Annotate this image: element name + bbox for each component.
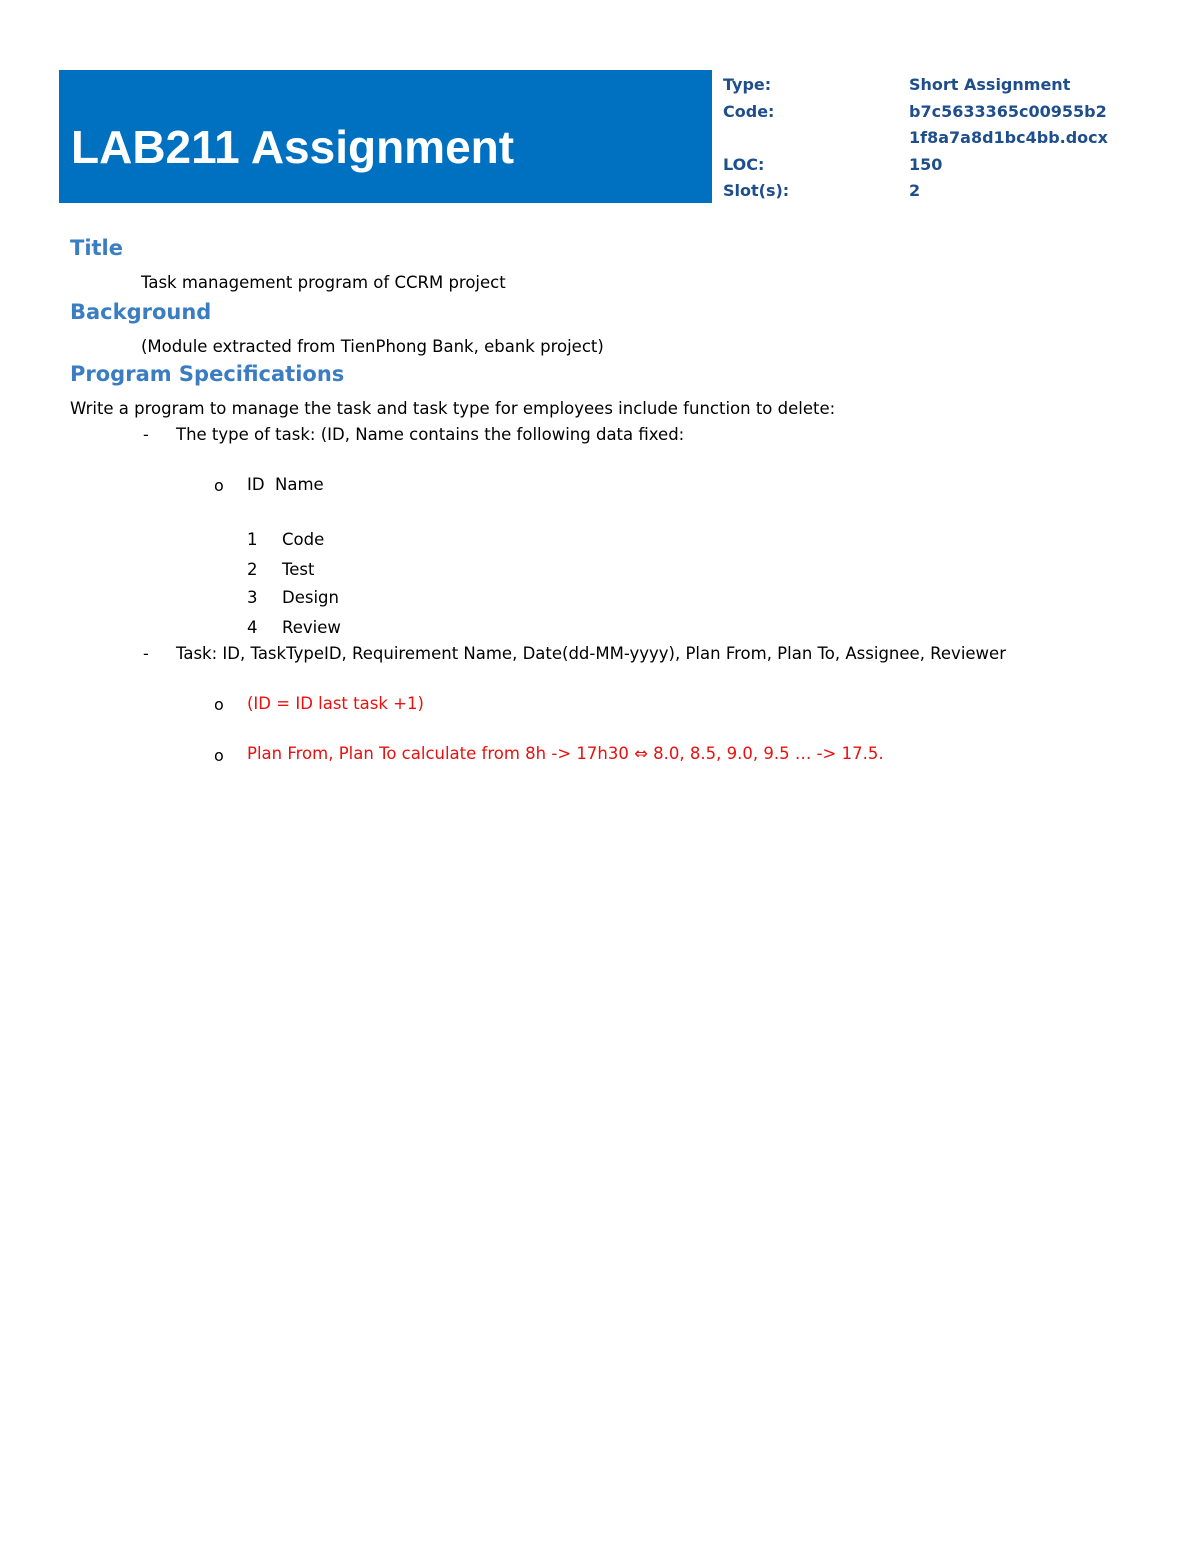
meta-row-code-cont [723, 125, 1163, 152]
meta-value: 150 [909, 154, 943, 174]
circle-bullet: o [214, 476, 224, 495]
title-text: Task management program of CCRM project [141, 273, 506, 292]
task-type-name: Test [282, 560, 315, 579]
task-type-id: 4 [247, 618, 258, 637]
document-title: LAB211 Assignment [71, 121, 515, 173]
dash-bullet: - [143, 425, 149, 444]
spec-bullet-task: Task: ID, TaskTypeID, Requirement Name, Date(dd-MM-yyyy), Plan From, Plan To, Assignee, Reviewer [176, 644, 1006, 663]
task-type-name: Review [282, 618, 341, 637]
task-type-id: 2 [247, 560, 258, 579]
note-id-rule: (ID = ID last task +1) [247, 694, 424, 713]
meta-label: Slot(s): [723, 181, 790, 200]
meta-value: b7c5633365c00955b2 [909, 101, 1107, 121]
heading-background: Background [70, 300, 212, 324]
note-plan-rule: Plan From, Plan To calculate from 8h -> 17h30 ⇔ 8.0, 8.5, 9.0, 9.5 … -> 17.5. [247, 744, 884, 763]
meta-row-slots [723, 178, 1163, 205]
circle-bullet: o [214, 695, 224, 714]
meta-table [723, 72, 1163, 205]
heading-title: Title [70, 236, 124, 260]
meta-row-loc [723, 152, 1163, 179]
meta-row-type [723, 72, 1163, 99]
header-id: ID [247, 475, 265, 494]
meta-value: 2 [909, 181, 921, 200]
task-type-name: Code [282, 530, 325, 549]
dash-bullet: - [143, 644, 149, 663]
header-banner [59, 70, 712, 203]
task-type-id: 1 [247, 530, 258, 549]
meta-value: Short Assignment [909, 75, 1071, 94]
header-name: Name [275, 475, 324, 494]
meta-value: 1f8a7a8d1bc4bb.docx [909, 128, 1108, 147]
circle-bullet: o [214, 746, 224, 765]
meta-label: Type: [723, 75, 772, 94]
meta-label: LOC: [723, 154, 765, 174]
spec-intro: Write a program to manage the task and task type for employees include function to delete: [70, 399, 836, 418]
heading-program-specifications: Program Specifications [70, 362, 345, 386]
task-type-name: Design [282, 588, 339, 607]
meta-label: Code: [723, 101, 775, 121]
task-type-id: 3 [247, 588, 258, 607]
spec-bullet-task-type: The type of task: (ID, Name contains the following data fixed: [176, 425, 685, 444]
background-text: (Module extracted from TienPhong Bank, ebank project) [141, 337, 604, 356]
meta-row-code [723, 99, 1163, 126]
